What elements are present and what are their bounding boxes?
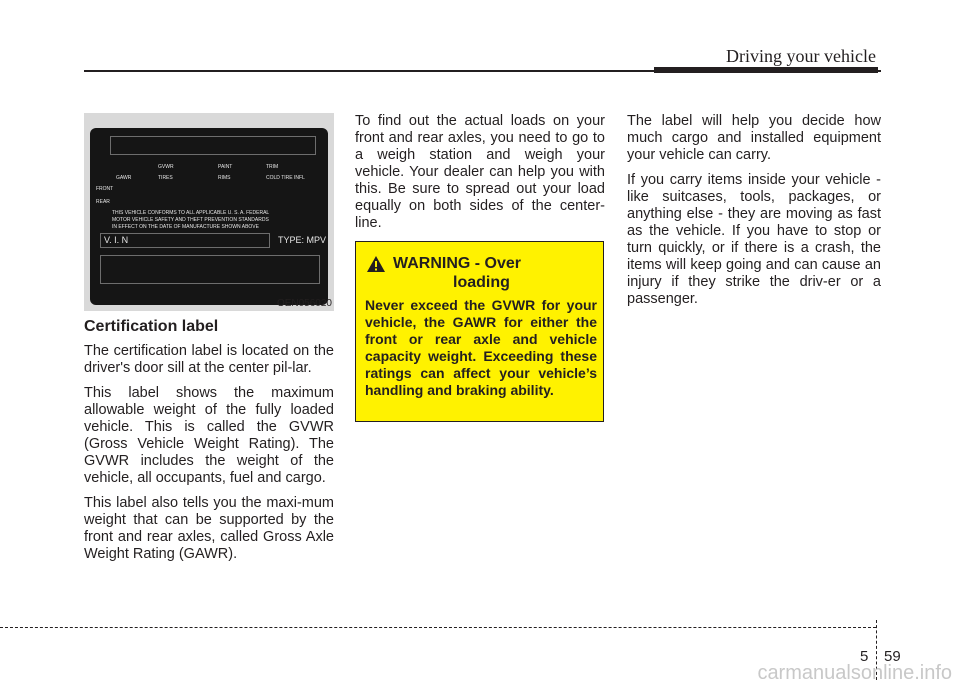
certification-label-image <box>84 113 334 311</box>
header-rule-accent <box>654 67 878 73</box>
watermark: carmanualsonline.info <box>757 662 952 684</box>
section-title: Driving your vehicle <box>726 46 876 66</box>
plate-gvwr: GVWR <box>158 164 174 170</box>
certification-label-heading: Certification label <box>84 318 219 335</box>
plate-field-top <box>110 136 316 155</box>
plate-gawr: GAWR <box>116 175 132 181</box>
warning-body: Never exceed the GVWR for your vehicle, the GAWR for either the front or rear axle and vehicle capacity weight. Exceeding these ratings can affect your vehicle’s handling and braking ability. <box>365 297 597 398</box>
plate-front: FRONT <box>96 186 114 192</box>
plate-rims: RIMS <box>218 175 231 181</box>
warning-title-line1: WARNING - Over <box>393 255 522 272</box>
label-plate <box>90 128 328 305</box>
image-code: OEN056020 <box>276 298 332 309</box>
paragraph-gvwr: This label shows the maximum allowable weight of the fully loaded vehicle. This is called the GVWR (Gross Vehicle Weight Rating). The GVWR includes the weight of the vehicle, all occupants, fuel and cargo. <box>84 385 334 486</box>
plate-rear: REAR <box>96 199 110 205</box>
paragraph-location: The certification label is located on the driver's door sill at the center pil-lar. <box>84 343 334 376</box>
plate-paint: PAINT <box>218 164 233 170</box>
plate-tires: TIRES <box>158 175 173 181</box>
column-1 <box>84 318 334 571</box>
plate-vin: V. I. N <box>104 235 129 245</box>
plate-conform-line2: MOTOR VEHICLE SAFETY AND THEFT PREVENTION STANDARDS <box>112 217 269 223</box>
warning-title-line2: loading <box>453 274 510 291</box>
chapter-number: 5 <box>860 648 869 665</box>
warning-triangle-icon <box>366 255 386 273</box>
column-2 <box>355 113 605 240</box>
column-3 <box>627 113 881 316</box>
warning-box <box>355 241 604 422</box>
plate-cold-tire: COLD TIRE INFL <box>266 175 305 181</box>
paragraph-weigh-station: To find out the actual loads on your front and rear axles, you need to go to a weigh station and weigh your vehicle. Your dealer can help you with this. Be sure to spread out your load equally on both sides of the center-line. <box>355 113 605 231</box>
paragraph-label-help: The label will help you decide how much cargo and installed equipment your vehicle can carry. <box>627 113 881 163</box>
footer-rule <box>0 627 876 628</box>
plate-type: TYPE: MPV <box>278 235 327 245</box>
paragraph-gawr: This label also tells you the maxi-mum weight that can be supported by the front and rear axles, called Gross Axle Weight Rating (GAWR). <box>84 495 334 562</box>
paragraph-moving-items: If you carry items inside your vehicle - like suitcases, tools, packages, or anything else - they are moving as fast as the vehicle. If you have to stop or turn quickly, or if there is a crash, the items will keep going and can cause an injury if they strike the driv-er or a passenger. <box>627 172 881 307</box>
plate-conform-line3: IN EFFECT ON THE DATE OF MANUFACTURE SHOWN ABOVE <box>112 224 259 230</box>
page-number: 59 <box>884 648 901 665</box>
plate-field-bottom <box>100 255 320 284</box>
warning-title <box>393 254 593 292</box>
plate-trim: TRIM <box>266 164 279 170</box>
plate-conform-line1: THIS VEHICLE CONFORMS TO ALL APPLICABLE U. S. A. FEDERAL <box>112 210 270 216</box>
